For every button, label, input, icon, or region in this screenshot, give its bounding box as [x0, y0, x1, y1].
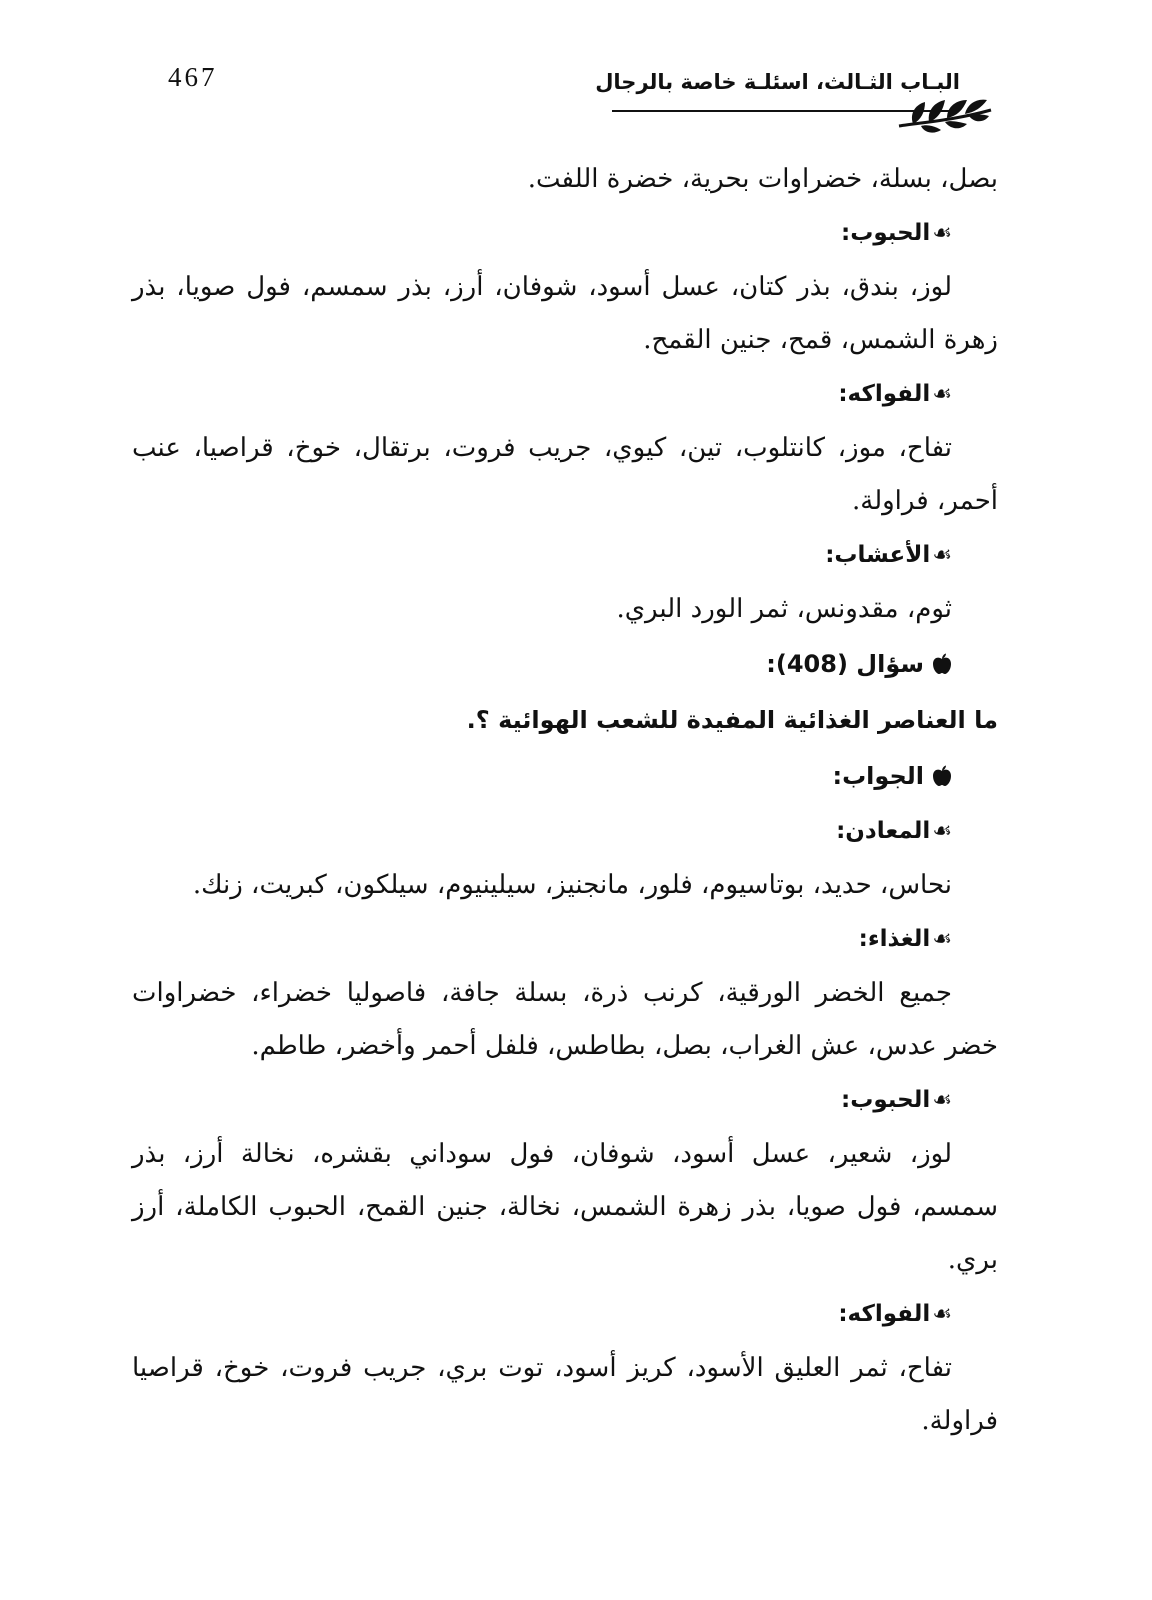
grains-paragraph: لوز، بندق، بذر كتان، عسل أسود، شوفان، أرز، بذر سمسم، فول صويا، بذر زهرة الشمس، قمح، جنين القمح. — [132, 272, 998, 355]
grains-heading-label: الحبوب: — [841, 220, 931, 246]
fruits-paragraph: تفاح، موز، كانتلوب، تين، كيوي، جريب فروت، برتقال، خوخ، قراصيا، عنب أحمر، فراولة. — [132, 433, 998, 516]
fruits2-heading-label: الفواكه: — [838, 1301, 931, 1327]
leaf-bullet-icon: ☙ — [932, 927, 952, 952]
food-paragraph: جميع الخضر الورقية، كرنب ذرة، بسلة جافة، فاصوليا خضراء، خضراوات خضر عدس، عش الغراب، بصل، بطاطس، فلفل أحمر وأخضر، طاطم. — [132, 978, 998, 1061]
fruits2-heading — [132, 1287, 998, 1342]
fruits-heading-label: الفواكه: — [838, 381, 931, 407]
grains2-paragraph: لوز، شعير، عسل أسود، شوفان، فول سوداني بقشره، نخالة أرز، بذر سمسم، فول صويا، بذر زهرة الشمس، نخالة، جنين القمح، الحبوب الكاملة، أرز بري. — [132, 1139, 998, 1275]
apple-icon — [932, 653, 952, 675]
food-heading — [132, 912, 998, 967]
question-label — [132, 636, 998, 692]
food-heading-label: الغذاء: — [858, 926, 931, 952]
leaf-bullet-icon: ☙ — [932, 382, 952, 407]
minerals-heading-label: المعادن: — [836, 818, 931, 844]
page-number: 467 — [168, 62, 218, 92]
leaf-bullet-icon: ☙ — [932, 221, 952, 246]
leaf-ornament-icon — [895, 96, 995, 136]
question-label-text: سؤال (408): — [766, 650, 924, 678]
running-header: البـاب الثـالث، اسئلـة خاصة بالرجال — [595, 70, 960, 94]
leaf-bullet-icon: ☙ — [932, 1302, 952, 1327]
question-text: ما العناصر الغذائية المفيدة للشعب الهوائية ؟. — [466, 706, 998, 734]
vegetables-line: بصل، بسلة، خضراوات بحرية، خضرة اللفت. — [527, 164, 998, 194]
grains2-heading-label: الحبوب: — [841, 1087, 931, 1113]
answer-label — [132, 748, 998, 804]
leaf-bullet-icon: ☙ — [932, 1088, 952, 1113]
minerals-paragraph: نحاس، حديد، بوتاسيوم، فلور، مانجنيز، سيلينيوم، سيلكون، كبريت، زنك. — [192, 870, 952, 900]
minerals-heading — [132, 804, 998, 859]
answer-label-text: الجواب: — [832, 762, 924, 790]
grains2-heading — [132, 1073, 998, 1128]
fruits2-paragraph: تفاح، ثمر العليق الأسود، كريز أسود، توت بري، جريب فروت، خوخ، قراصيا فراولة. — [132, 1353, 998, 1436]
apple-icon — [932, 765, 952, 787]
leaf-bullet-icon: ☙ — [932, 543, 952, 568]
herbs-heading-label: الأعشاب: — [825, 542, 931, 568]
fruits-heading — [132, 367, 998, 422]
body-text — [132, 152, 998, 1448]
herbs-heading — [132, 528, 998, 583]
grains-heading — [132, 206, 998, 261]
leaf-bullet-icon: ☙ — [932, 819, 952, 844]
herbs-paragraph: ثوم، مقدونس، ثمر الورد البري. — [616, 594, 952, 624]
